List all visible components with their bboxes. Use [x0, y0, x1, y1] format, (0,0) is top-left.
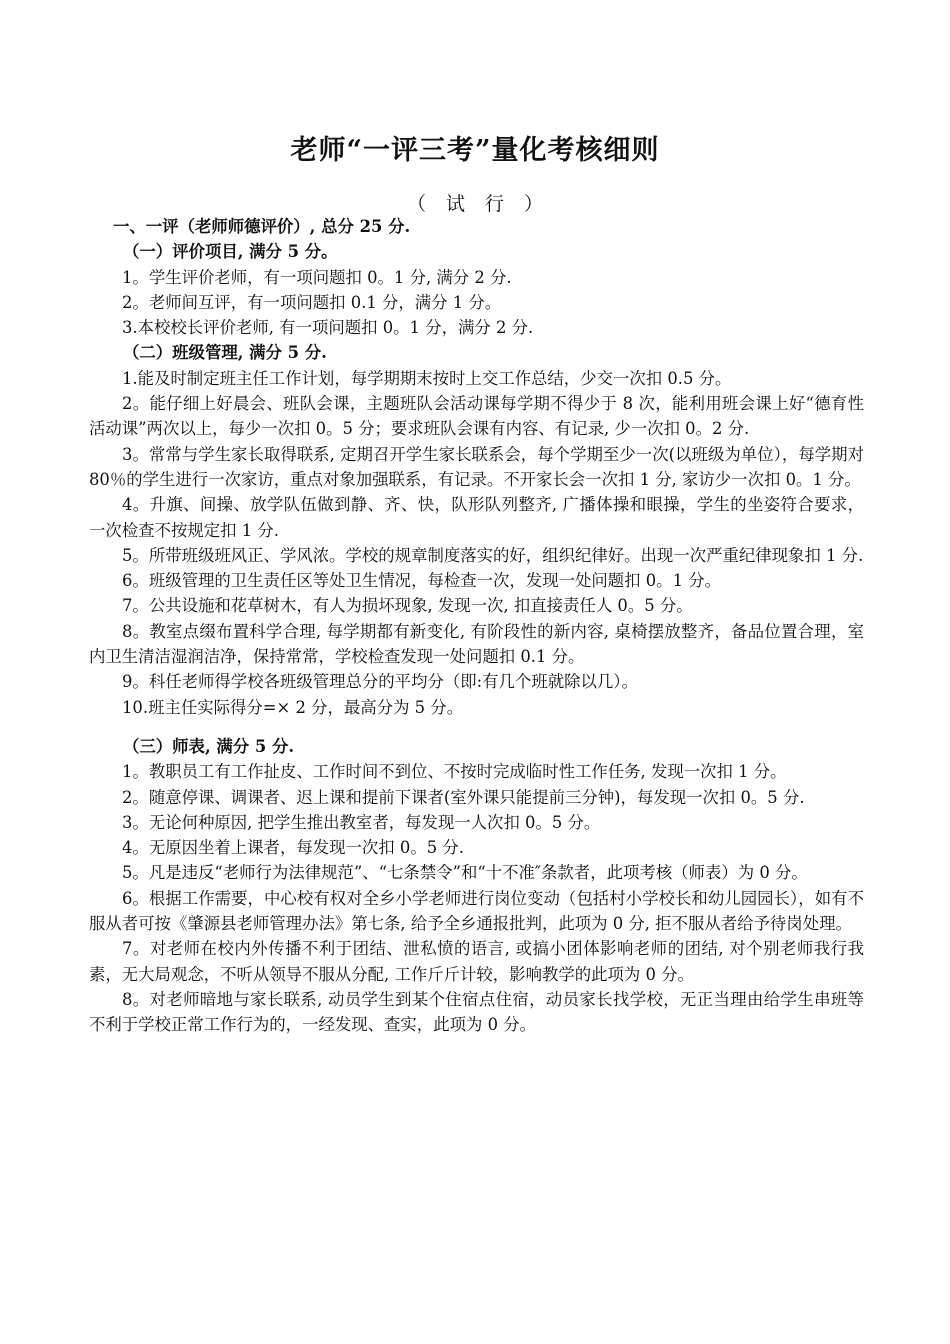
paragraph: 6。班级管理的卫生责任区等处卫生情况，每检查一次，发现一处问题扣 0。1 分。: [122, 571, 721, 591]
paragraph: 8。对老师暗地与家长联系, 动员学生到某个住宿点住宿，动员家长找学校，无正当理由给学生串班等不利于学校正常工作行为的，一经发现、查实，此项为 0 分。: [89, 989, 864, 1035]
page-subtitle: （ 试 行 ）: [406, 193, 544, 215]
paragraph: 5。所带班级班风正、学风浓。学校的规章制度落实的好，组织纪律好。出现一次严重纪律现象扣 1 分.: [122, 545, 864, 565]
subsection-heading: （一）评价项目, 满分 5 分。: [123, 242, 338, 262]
paragraph: 3。无论何种原因, 把学生推出教室者，每发现一人次扣 0。5 分。: [122, 812, 601, 832]
page-title: 老师“一评三考”量化考核细则: [290, 135, 660, 166]
paragraph: 1。教职员工有工作扯皮、工作时间不到位、不按时完成临时性工作任务, 发现一次扣 1 分。: [122, 762, 787, 782]
paragraph: 1.能及时制定班主任工作计划，每学期期末按时上交工作总结，少交一次扣 0.5 分。: [122, 368, 732, 388]
paragraph: 1。学生评价老师，有一项问题扣 0。1 分, 满分 2 分.: [122, 267, 512, 287]
paragraph: 7。公共设施和花草树木，有人为损坏现象, 发现一次, 扣直接责任人 0。5 分。: [122, 596, 693, 616]
paragraph: 2。能仔细上好晨会、班队会课，主题班队会活动课每学期不得少于 8 次，能利用班会课上好“德育性活动课”两次以上，每少一次扣 0。5 分；要求班队会课有内容、有记录, 少一次扣 0。2 分.: [89, 394, 864, 439]
paragraph: 2。老师间互评，有一项问题扣 0.1 分，满分 1 分。: [122, 292, 502, 312]
subsection-heading: （二）班级管理, 满分 5 分.: [123, 343, 327, 363]
paragraph: 4。无原因坐着上课者，每发现一次扣 0。5 分.: [122, 838, 464, 858]
paragraph: 3.本校校长评价老师, 有一项问题扣 0。1 分，满分 2 分.: [122, 318, 534, 338]
paragraph: 5。凡是违反“老师行为法律规范”、“七条禁令”和“十不准″条款者，此项考核（师表）为 0 分。: [122, 863, 808, 883]
paragraph: 10.班主任实际得分=× 2 分，最高分为 5 分。: [122, 697, 464, 717]
paragraph: 6。根据工作需要，中心校有权对全乡小学老师进行岗位变动（包括村小学校长和幼儿园园长），如有不服从者可按《肇源县老师管理办法》第七条, 给予全乡通报批判，此项为 0 分, 拒不服从者给予待岗处理。: [89, 888, 864, 934]
paragraph: 7。对老师在校内外传播不利于团结、泄私愤的语言, 或搞小团体影响老师的团结, 对个别老师我行我素，无大局观念，不听从领导不服从分配, 工作斤斤计较，影响教学的此项为 0 分。: [89, 939, 864, 984]
document-body: [89, 214, 864, 1038]
paragraph: 2。随意停课、调课者、迟上课和提前下课者(室外课只能提前三分钟)，每发现一次扣 0。5 分.: [122, 787, 805, 807]
paragraph: 9。科任老师得学校各班级管理总分的平均分（即:有几个班就除以几）。: [122, 672, 638, 692]
paragraph: 4。升旗、间操、放学队伍做到静、齐、快，队形队列整齐, 广播体操和眼操，学生的坐姿符合要求，一次检查不按规定扣 1 分.: [89, 495, 864, 540]
paragraph: 8。教室点缀布置科学合理, 每学期都有新变化, 有阶段性的新内容, 桌椅摆放整齐，备品位置合理，室内卫生清洁湿润洁净，保持常常，学校检查发现一处问题扣 0.1 分。: [89, 621, 864, 667]
paragraph: 3。常常与学生家长取得联系, 定期召开学生家长联系会，每个学期至少一次(以班级为单位），每学期对 80％的学生进行一次家访，重点对象加强联系，有记录。不开家长会一次扣 1 分, 家访少一次扣 0。1 分。: [89, 444, 864, 489]
section-heading: 一、一评（老师师德评价）, 总分 25 分.: [113, 217, 411, 236]
subsection-heading: （三）师表, 满分 5 分.: [123, 736, 295, 756]
